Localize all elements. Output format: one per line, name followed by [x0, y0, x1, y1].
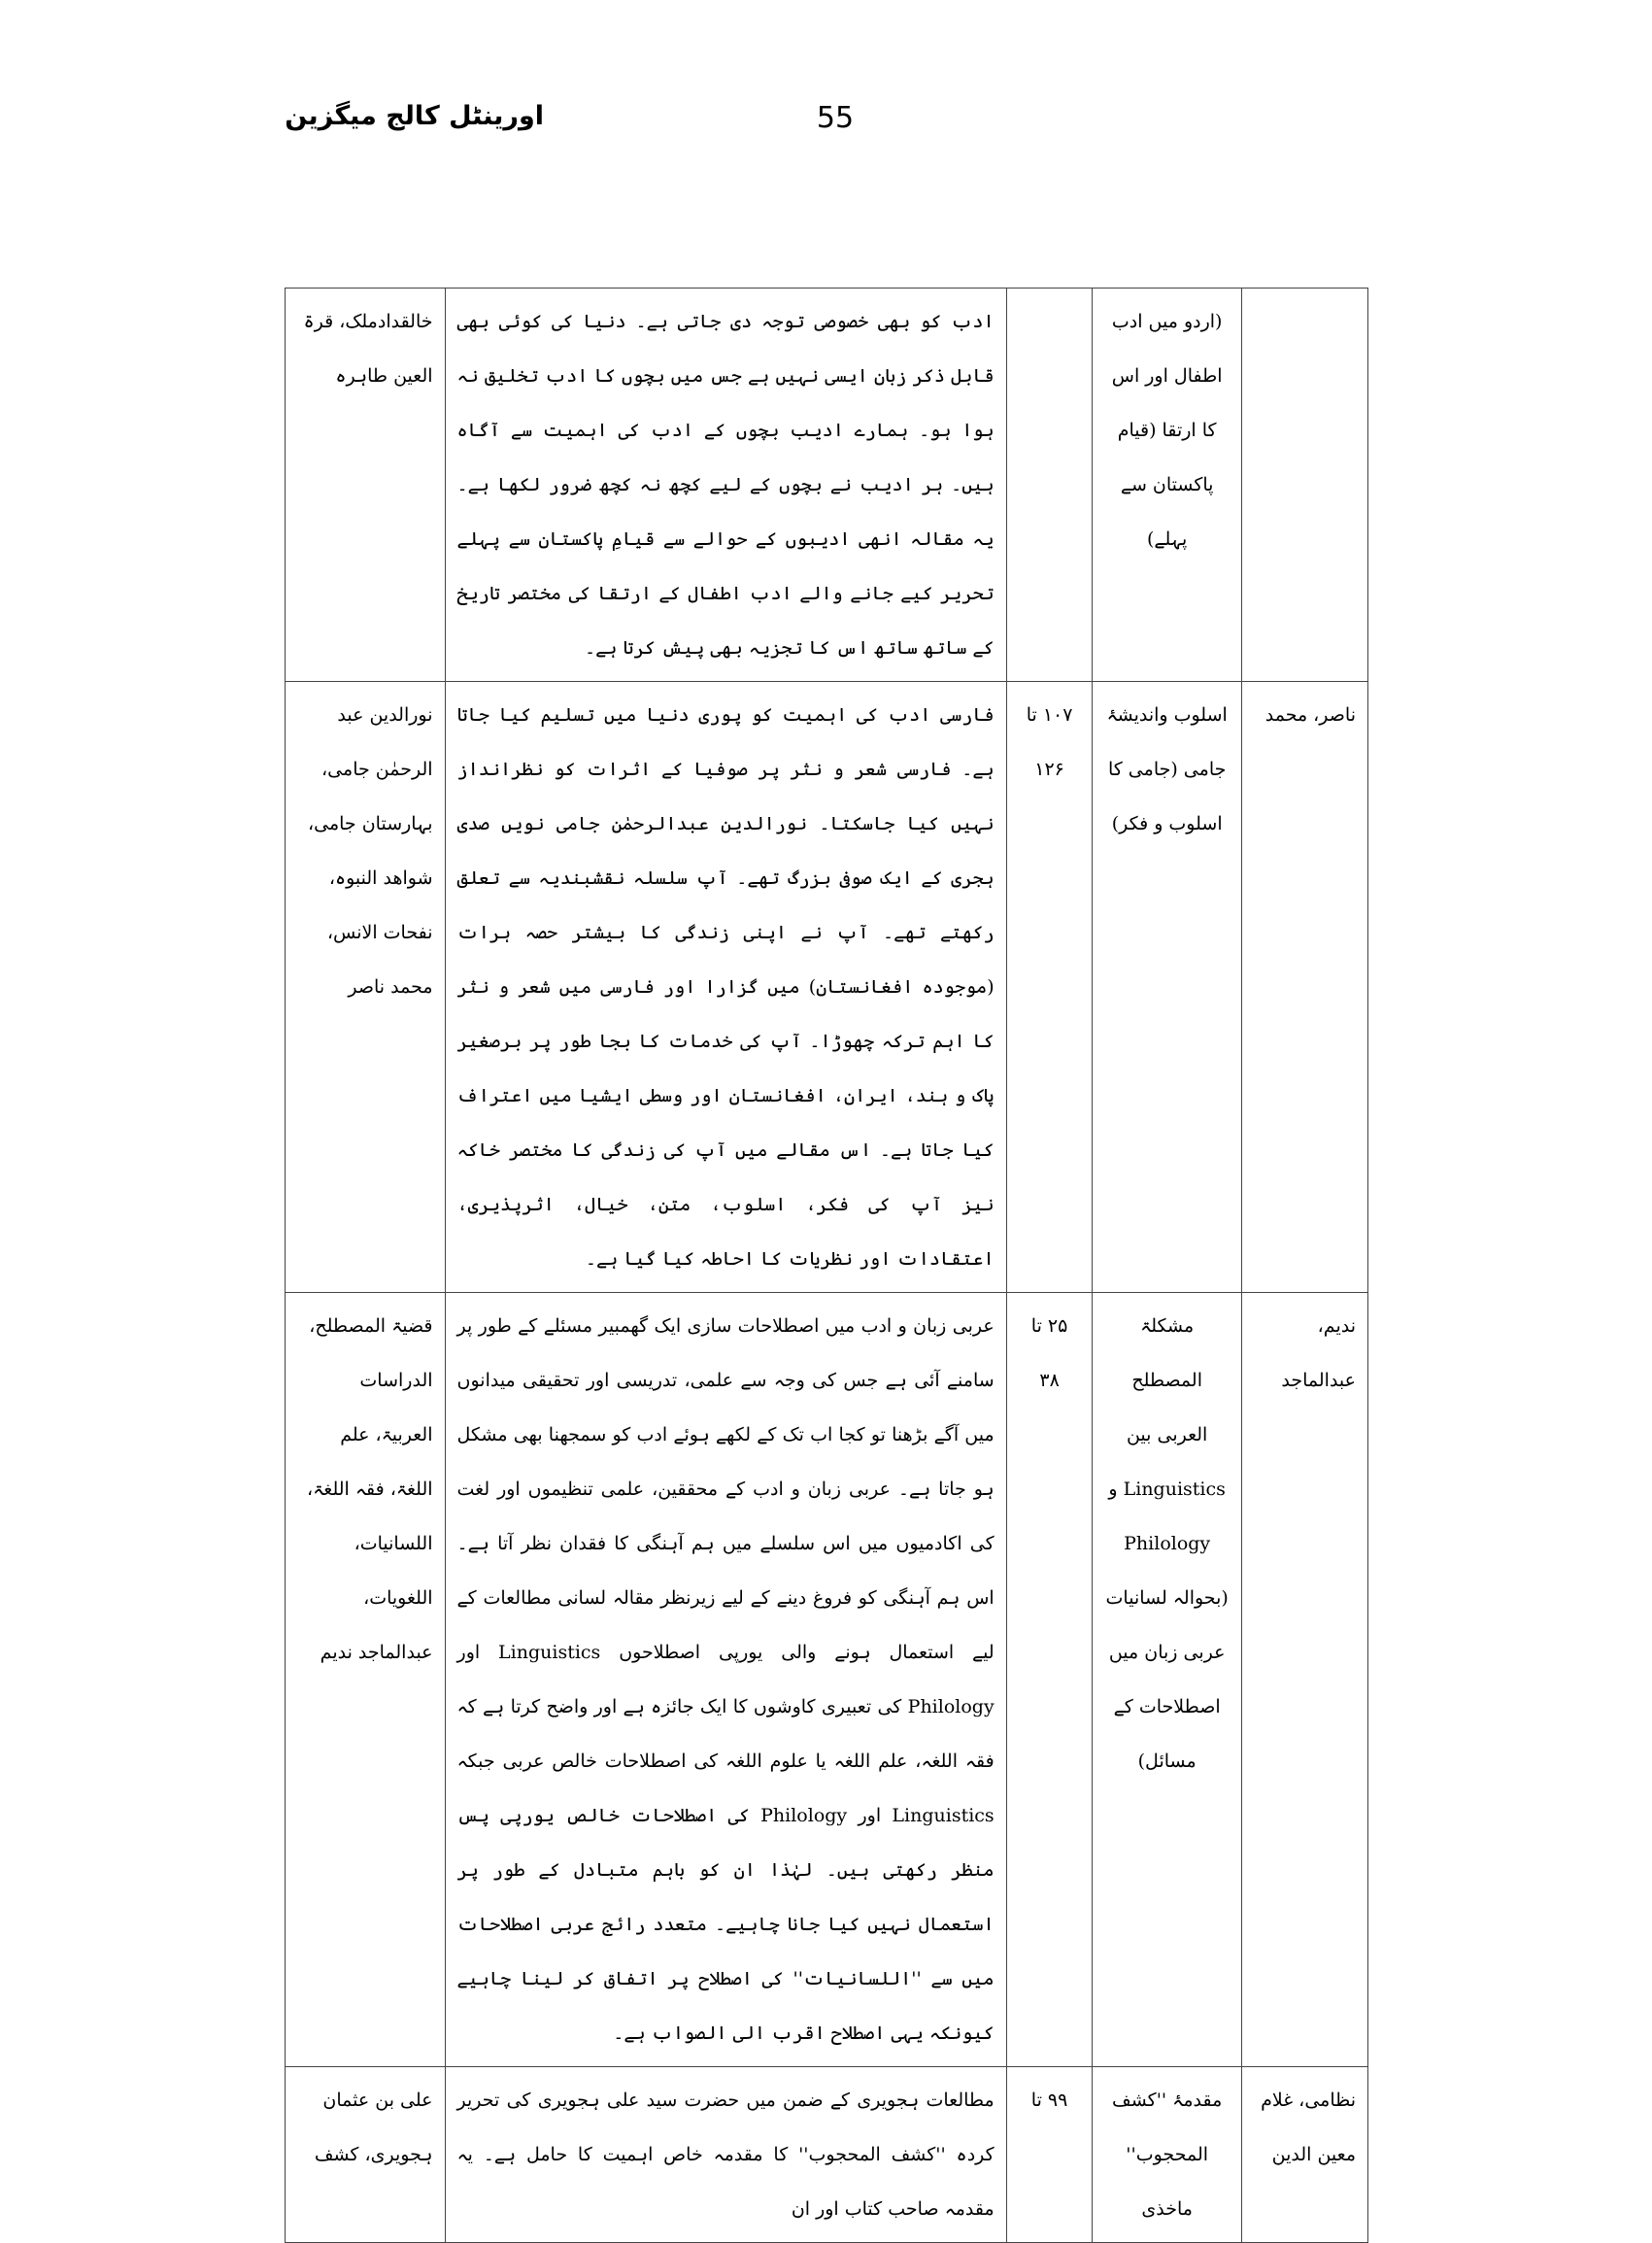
- keywords-cell: نورالدین عبد الرحمٰن جامی، بہارستان جامی، شواھد النبوہ، نفحات الانس، محمد ناصر: [286, 682, 446, 1293]
- abstract-cell: ادب کو بھی خصوصی توجہ دی جاتی ہے۔ دنیا کی کوئی بھی قابل ذکر زبان ایسی نہیں ہے جس میں بچوں کا ادب تخلیق نہ ہوا ہو۔ ہمارے ادیب بچوں کے ادب کی اہمیت سے آگاہ ہیں۔ ہر ادیب نے بچوں کے لیے کچھ نہ کچھ ضرور لکھا ہے۔ یہ مقالہ انھی ادیبوں کے حوالے سے قیامِ پاکستان سے پہلے تحریر کیے جانے والے ادب اطفال کے ارتقا کی مختصر تاریخ کے ساتھ ساتھ اس کا تجزیہ بھی پیش کرتا ہے۔: [445, 289, 1006, 682]
- abstract-cell: فارسی ادب کی اہمیت کو پوری دنیا میں تسلیم کیا جاتا ہے۔ فارسی شعر و نثر پر صوفیا کے اثرات کو نظرانداز نہیں کیا جاسکتا۔ نورالدین عبدالرحمٰن جامی نویں صدی ہجری کے ایک صوفی بزرگ تھے۔ آپ سلسلہ نقشبندیہ سے تعلق رکھتے تھے۔ آپ نے اپنی زندگی کا بیشتر حصہ ہرات (موجودہ افغانستان) میں گزارا اور فارسی میں شعر و نثر کا اہم ترکہ چھوڑا۔ آپ کی خدمات کا بجا طور پر برصغیر پاک و ہند، ایران، افغانستان اور وسطی ایشیا میں اعتراف کیا جاتا ہے۔ اس مقالے میں آپ کی زندگی کا مختصر خاکہ نیز آپ کی فکر، اسلوب، متن، خیال، اثرپذیری، اعتقادات اور نظریات کا احاطہ کیا گیا ہے۔: [445, 682, 1006, 1293]
- author-cell: ناصر، محمد: [1241, 682, 1367, 1293]
- keywords-cell: قضیۃ المصطلح، الدراسات العربیۃ، علم اللغۃ، فقہ اللغۃ، اللسانیات، اللغویات، عبدالماجد ندیم: [286, 1293, 446, 2067]
- abstract-cell: مطالعات ہجویری کے ضمن میں حضرت سید علی ہجویری کی تحریر کردہ ''کشف المحجوب'' کا مقدمہ خاص اہمیت کا حامل ہے۔ یہ مقدمہ صاحب کتاب اور ان: [445, 2067, 1006, 2243]
- title-cell: اسلوب واندیشۂ جامی (جامی کا اسلوب و فکر): [1093, 682, 1241, 1293]
- abstract-cell: عربی زبان و ادب میں اصطلاحات سازی ایک گھمبیر مسئلے کے طور پر سامنے آئی ہے جس کی وجہ سے علمی، تدریسی اور تحقیقی میدانوں میں آگے بڑھنا تو کجا اب تک کے لکھے ہوئے ادب کو سمجھنا بھی مشکل ہو جاتا ہے۔ عربی زبان و ادب کے محققین، علمی تنظیموں اور لغت کی اکادمیوں میں اس سلسلے میں ہم آہنگی کا فقدان نظر آتا ہے۔ اس ہم آہنگی کو فروغ دینے کے لیے زیرنظر مقالہ لسانی مطالعات کے لیے استعمال ہونے والی یورپی اصطلاحوں Linguistics اور Philology کی تعبیری کاوشوں کا ایک جائزہ ہے اور واضح کرتا ہے کہ فقہ اللغہ، علم اللغہ یا علوم اللغہ کی اصطلاحات خالص عربی جبکہ Linguistics اور Philology کی اصطلاحات خالص یورپی پس منظر رکھتی ہیں۔ لہٰذا ان کو باہم متبادل کے طور پر استعمال نہیں کیا جانا چاہیے۔ متعدد رائج عربی اصطلاحات میں سے ''اللسانیات'' کی اصطلاح پر اتفاق کر لینا چاہیے کیونکہ یہی اصطلاح اقرب الی الصواب ہے۔: [445, 1293, 1006, 2067]
- title-cell: مشکلۃ المصطلح العربی بین Linguistics و Philology (بحوالہ لسانیات عربی زبان میں اصطلاحات کے مسائل): [1093, 1293, 1241, 2067]
- table-row: [286, 682, 1368, 1293]
- table-row: [286, 289, 1368, 682]
- pages-cell: ۹۹ تا: [1006, 2067, 1093, 2243]
- pages-cell: ۱۰۷ تا ۱۲۶: [1006, 682, 1093, 1293]
- keywords-cell: خالقدادملک، قرۃ العین طاہرہ: [286, 289, 446, 682]
- article-index-table: [285, 288, 1368, 2243]
- journal-title: اورینٹل کالج میگزین: [285, 101, 544, 131]
- page-number: 55: [816, 101, 855, 135]
- keywords-cell: علی بن عثمان ہجویری، کشف: [286, 2067, 446, 2243]
- author-cell: [1241, 289, 1367, 682]
- table-row: [286, 2067, 1368, 2243]
- table-row: [286, 1293, 1368, 2067]
- pages-cell: [1006, 289, 1093, 682]
- author-cell: ندیم، عبدالماجد: [1241, 1293, 1367, 2067]
- title-cell: مقدمۂ ''کشف المحجوب'' ماخذی: [1093, 2067, 1241, 2243]
- author-cell: نظامی، غلام معین الدین: [1241, 2067, 1367, 2243]
- pages-cell: ۲۵ تا ۳۸: [1006, 1293, 1093, 2067]
- title-cell: (اردو میں ادب اطفال اور اس کا ارتقا (قیام پاکستان سے پہلے): [1093, 289, 1241, 682]
